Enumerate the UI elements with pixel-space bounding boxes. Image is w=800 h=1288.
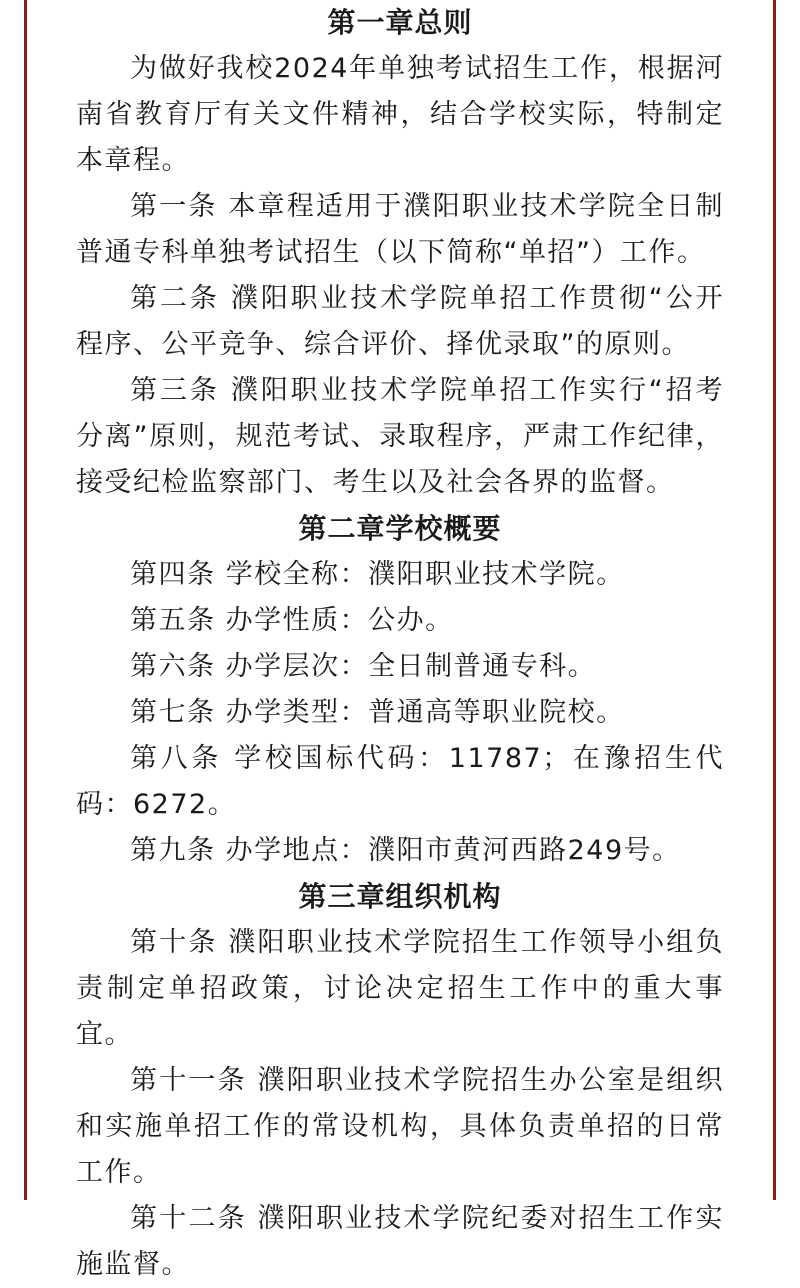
paragraph: 第七条 办学类型：普通高等职业院校。: [130, 697, 625, 728]
paragraph: 第二条 濮阳职业技术学院单招工作贯彻“公开程序、公平竞争、综合评价、择优录取”的原则。: [76, 283, 724, 360]
paragraph: 第五条 办学性质：公办。: [130, 605, 454, 636]
paragraph: 第九条 办学地点：濮阳市黄河西路249号。: [130, 835, 681, 866]
paragraph: 第十条 濮阳职业技术学院招生工作领导小组负责制定单招政策，讨论决定招生工作中的重大事宜。: [76, 927, 724, 1050]
paragraph: 第一条 本章程适用于濮阳职业技术学院全日制普通专科单独考试招生（以下简称“单招”）工作。: [76, 191, 724, 268]
paragraph: 第十一条 濮阳职业技术学院招生办公室是组织和实施单招工作的常设机构，具体负责单招的日常工作。: [76, 1065, 724, 1188]
chapter-title: 第三章组织机构: [298, 880, 502, 913]
paragraph: 第六条 办学层次：全日制普通专科。: [130, 651, 597, 682]
chapter-title: 第一章总则: [327, 6, 473, 39]
paragraph: 第十二条 濮阳职业技术学院纪委对招生工作实施监督。: [76, 1203, 724, 1280]
document-page: [76, 0, 724, 1288]
paragraph: 为做好我校2024年单独考试招生工作，根据河南省教育厅有关文件精神，结合学校实际，特制定本章程。: [76, 53, 724, 176]
frame-border-left: [24, 0, 27, 1200]
paragraph: 第八条 学校国标代码：11787；在豫招生代码：6272。: [76, 743, 724, 820]
chapter-title: 第二章学校概要: [298, 512, 502, 545]
frame-border-right: [773, 0, 776, 1200]
paragraph: 第三条 濮阳职业技术学院单招工作实行“招考分离”原则，规范考试、录取程序，严肃工作纪律，接受纪检监察部门、考生以及社会各界的监督。: [76, 375, 724, 498]
paragraph: 第四条 学校全称：濮阳职业技术学院。: [130, 559, 625, 590]
